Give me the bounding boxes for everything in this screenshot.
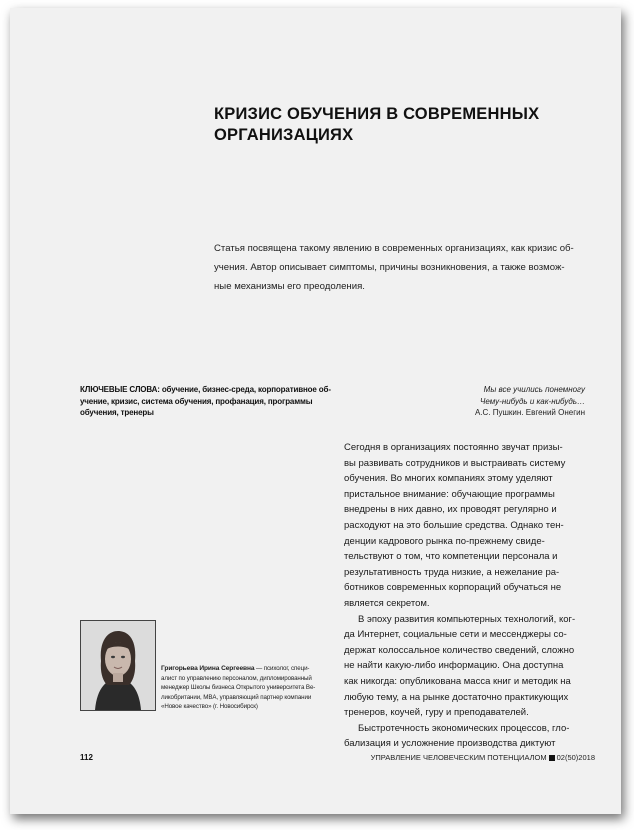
abstract-line: Статья посвящена такому явлению в современных организациях, как кризис об- [214, 243, 574, 254]
author-bio-line: ликобритании, MBA, управляющий партнер компании [161, 693, 312, 701]
body-line: пристальное внимание: обучающие программы [344, 488, 555, 500]
epigraph-quote-line: Чему-нибудь и как-нибудь… [480, 396, 585, 406]
keywords-line: КЛЮЧЕВЫЕ СЛОВА: обучение, бизнес-среда, корпоративное об- [80, 385, 331, 394]
author-bio-line: «Новое качество» (г. Новосибирск) [161, 703, 258, 711]
magazine-page [10, 8, 621, 814]
epigraph-source: А.С. Пушкин. Евгений Онегин [474, 408, 585, 417]
epigraph-quote-line: Мы все учились понемногу [483, 385, 585, 394]
keywords-line: учение, кризис, система обучения, профанация, программы [80, 396, 313, 406]
author-bio-line: алист по управлению персоналом, дипломированный [161, 674, 312, 682]
body-line: является секретом. [344, 597, 430, 609]
abstract-line: учения. Автор описывает симптомы, причины возникновения, а также возмож- [214, 262, 565, 273]
article-title [214, 104, 554, 146]
body-line: В эпоху развития компьютерных технологий, ког- [358, 613, 576, 625]
body-line: тельствуют о том, что компетенции персонала и [344, 551, 558, 563]
keywords-line: обучения, тренеры [80, 408, 154, 417]
author-name: Григорьева Ирина Сергеевна [161, 665, 255, 672]
journal-footer [371, 753, 595, 762]
body-line: ботников современных корпораций обучаться не [344, 582, 562, 594]
page-number: 112 [80, 753, 93, 762]
author-bio-line: — психолог, специ- [254, 665, 310, 672]
article-abstract [214, 239, 594, 296]
author-bio-first-line [161, 664, 333, 674]
author-info [161, 664, 333, 712]
article-body [344, 440, 594, 752]
body-line: тренеров, коучей, гуру и преподавателей. [344, 707, 529, 719]
author-portrait-icon [81, 621, 155, 710]
title-line: КРИЗИС ОБУЧЕНИЯ В СОВРЕМЕННЫХ [214, 105, 540, 123]
body-line: Быстротечность экономических процессов, гло- [358, 722, 570, 734]
body-line: любую тему, а на рынке достаточно практикующих [344, 691, 569, 703]
author-photo [80, 620, 156, 711]
body-line: не найти какую-либо информацию. Она доступна [344, 660, 564, 672]
keywords-block [80, 384, 332, 419]
title-line: ОРГАНИЗАЦИЯХ [214, 126, 354, 144]
body-line: держат колоссальное количество сведений, сложно [344, 644, 575, 656]
body-line: расходуют на это большие средства. Однако тен- [344, 519, 564, 531]
author-bio-line: менеджер Школы бизнеса Открытого университета Ве- [161, 684, 316, 692]
journal-name: УПРАВЛЕНИЕ ЧЕЛОВЕЧЕСКИМ ПОТЕНЦИАЛОМ [370, 753, 547, 762]
body-line: внедрены в них давно, их проводят регулярно и [344, 504, 557, 516]
body-line: обучения. Во многих компаниях этому уделяют [344, 473, 553, 485]
body-line: денции кадрового рынка по-прежнему свиде- [344, 535, 545, 547]
body-line: да Интернет, социальные сети и мессенджеры со- [344, 629, 567, 641]
body-line: Сегодня в организациях постоянно звучат призы- [344, 442, 563, 453]
body-line: вы развивать сотрудников и выстраивать систему [344, 457, 566, 469]
square-bullet-icon [549, 755, 555, 761]
body-line: как никогда: опубликована масса книг и методик на [344, 675, 571, 687]
epigraph [345, 384, 585, 419]
body-line: бализация и усложнение производства диктуют [344, 738, 556, 750]
abstract-line: ные механизмы его преодоления. [214, 281, 365, 292]
journal-issue: 02(50)2018 [556, 753, 595, 762]
body-line: результативность труда низкие, а нежелание ра- [344, 566, 560, 578]
